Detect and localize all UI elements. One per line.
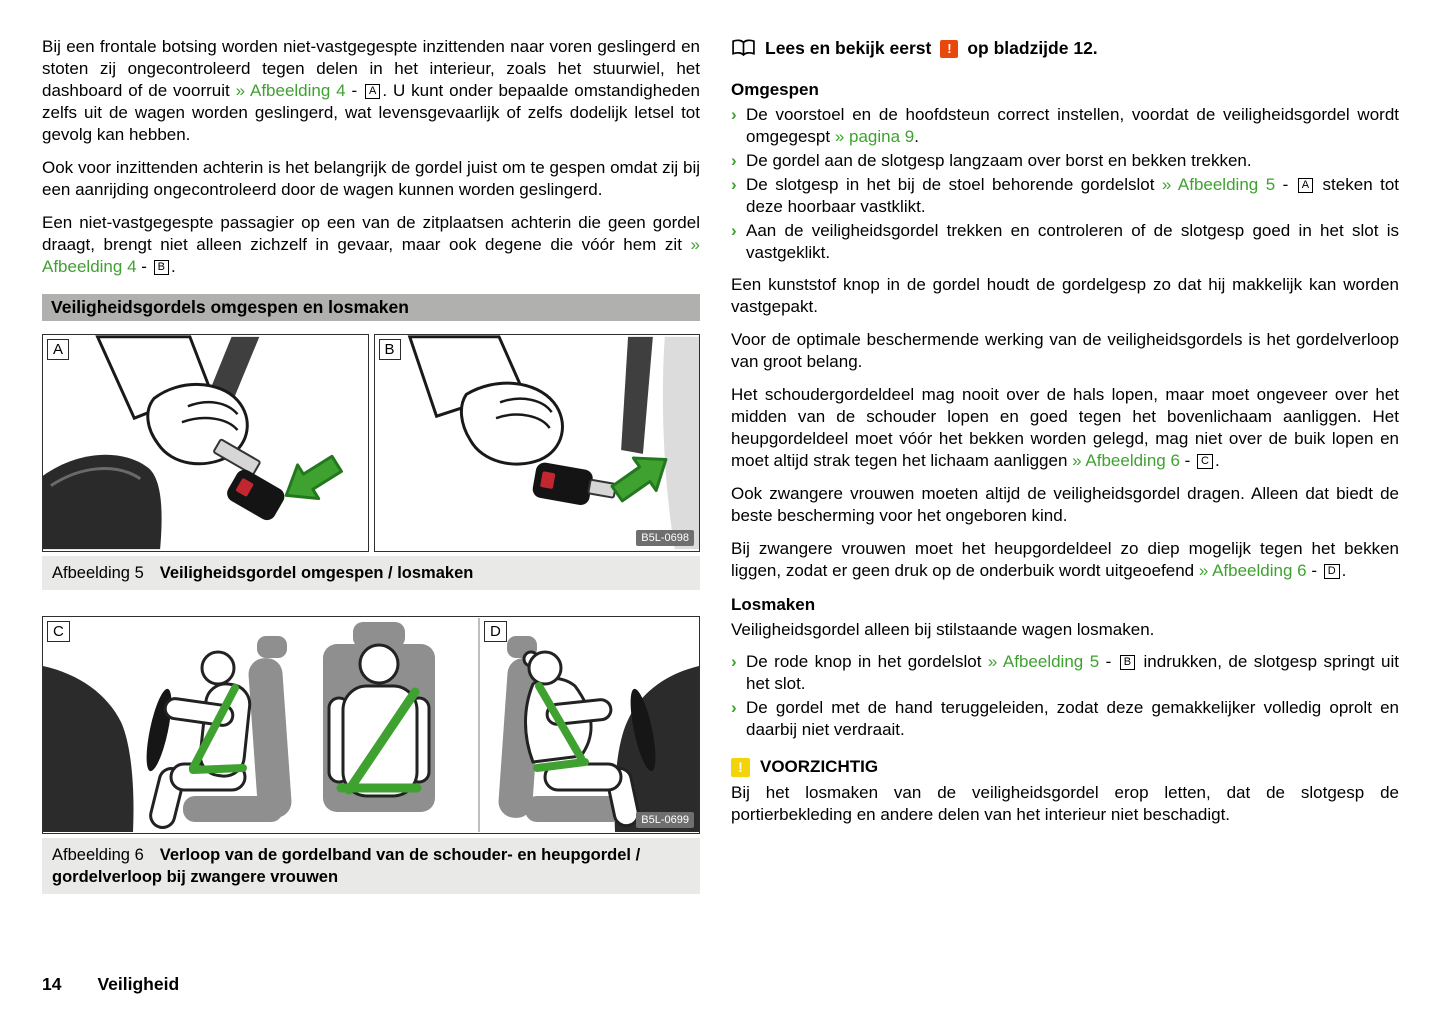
open-book-icon: [731, 39, 756, 58]
intro-paragraph-frontal: [42, 36, 705, 146]
list-item-text: [746, 220, 1404, 264]
text-segment: .: [1341, 561, 1347, 580]
caution-label: VOORZICHTIG: [760, 757, 879, 776]
paragraph-knop: [731, 274, 1404, 318]
figure-ref-box: B: [154, 260, 169, 275]
caption-title: Verloop van de gordelband van de schouder- en heupgordel / gordelverloop bij zwangere vrouwen: [52, 846, 641, 886]
buckle-insert-illustration: [43, 335, 368, 551]
cross-reference-link[interactable]: » Afbeelding 5: [987, 652, 1100, 671]
list-item: [731, 174, 1404, 218]
text-segment: -: [1099, 652, 1118, 671]
important-icon: !: [940, 40, 958, 58]
cross-reference-link[interactable]: » Afbeelding 4: [235, 81, 346, 100]
list-item: [731, 651, 1404, 695]
section-header: Veiligheidsgordels omgespen en losmaken: [42, 294, 700, 321]
text-segment: Een kunststof knop in de gordel houdt de gordelgesp zo dat hij makkelijk kan worden vastgepakt.: [731, 275, 1404, 316]
text-segment: Bij zwangere vrouwen moet het heupgordeldeel zo diep mogelijk tegen het bekken liggen, zodat er geen druk op de onderbuik wordt uitgeoefend: [731, 539, 1404, 580]
caption-title: Veiligheidsgordel omgespen / losmaken: [159, 564, 474, 582]
belt-routing-illustration: [43, 617, 699, 833]
paragraph-schoudergordel: [731, 384, 1404, 472]
intro-paragraph-rear: [42, 157, 705, 201]
text-segment: .: [1214, 451, 1220, 470]
text-segment: -: [1306, 561, 1322, 580]
list-item-text: [746, 697, 1404, 741]
page-footer: [42, 974, 179, 995]
text-segment: Ook zwangere vrouwen moeten altijd de veiligheidsgordel dragen. Alleen dat biedt de beste bescherming voor het ongeboren kind.: [731, 484, 1404, 525]
text-segment: -: [345, 81, 364, 100]
chapter-label: Veiligheid: [97, 974, 180, 994]
heading-omgespen: Omgespen: [731, 80, 819, 99]
text-segment: -: [1179, 451, 1196, 470]
paragraph-zwanger-1: [731, 483, 1404, 527]
caution-icon: !: [731, 758, 750, 777]
heading-losmaken: Losmaken: [731, 595, 816, 614]
bullet-chevron-icon: ›: [731, 652, 737, 671]
text-segment: .: [170, 257, 176, 276]
list-item: [731, 220, 1404, 264]
figure-5: [42, 334, 700, 590]
panel-label-b: B: [379, 339, 401, 360]
caption-prefix: Afbeelding 6: [52, 846, 144, 864]
figure-6: [42, 616, 700, 894]
text-segment: . U kunt onder bepaalde omstandigheden zelfs uit de wagen worden geslingerd, wat levensgevaarlijk of zelfs dodelijk letsel tot gevolg kan hebben.: [42, 81, 705, 144]
list-item-text: [746, 651, 1404, 695]
figure-5-panels: [42, 334, 700, 552]
list-item: [731, 150, 1399, 172]
intro-paragraph-passenger: [42, 212, 705, 278]
figure-5-caption: [42, 556, 700, 590]
paragraph-werking: [731, 329, 1404, 373]
text-segment: -: [1275, 175, 1296, 194]
caption-prefix: Afbeelding 5: [52, 564, 144, 582]
figure-ref-box: A: [1298, 178, 1313, 193]
text-segment: De slotgesp in het bij de stoel behorende gordelslot: [746, 175, 1162, 194]
figure-ref-box: C: [1197, 454, 1213, 469]
cross-reference-link[interactable]: » Afbeelding 5: [1161, 175, 1276, 194]
omgespen-list: [731, 104, 1404, 264]
read-first-note: [731, 38, 1399, 59]
read-first-text-post: op bladzijde 12.: [967, 38, 1098, 58]
list-item: [731, 697, 1404, 741]
figure-6-panels: [42, 616, 700, 834]
list-item-text: [746, 104, 1404, 148]
figure-ref-box: B: [1120, 655, 1135, 670]
figure-6-caption: [42, 838, 700, 894]
caution-text: [731, 782, 1404, 826]
cross-reference-link[interactable]: » Afbeelding 4: [42, 235, 704, 276]
bullet-chevron-icon: ›: [731, 221, 737, 240]
panel-label-c: C: [47, 621, 70, 642]
buckle-release-illustration: [375, 335, 700, 551]
paragraph-zwanger-2: [731, 538, 1404, 582]
bullet-chevron-icon: ›: [731, 698, 737, 717]
caution-header: [731, 757, 1399, 777]
text-segment: indrukken, de slotgesp springt uit het slot.: [746, 652, 1404, 693]
text-segment: steken tot deze hoorbaar vastklikt.: [746, 175, 1404, 216]
list-item: [731, 104, 1404, 148]
figure-5-panel-b: [374, 334, 701, 552]
text-segment: Ook voor inzittenden achterin is het belangrijk de gordel juist om te gespen omdat zij bij een aanrijding ongecontroleerd door de wagen kunnen worden geslingerd.: [42, 158, 705, 199]
list-item-text: [746, 150, 1399, 172]
panel-label-a: A: [47, 339, 69, 360]
text-segment: Bij een frontale botsing worden niet-vastgegespte inzittenden naar voren geslingerd en stoten zij ongecontroleerd tegen delen in het interieur, zoals het stuurwiel, het dashboard of de voorruit: [42, 37, 705, 100]
figure-6-panel: [42, 616, 700, 834]
text-segment: De gordel aan de slotgesp langzaam over borst en bekken trekken.: [746, 151, 1252, 170]
image-code-badge: B5L-0699: [636, 812, 694, 828]
losmaken-intro: [731, 619, 1399, 641]
list-item-text: [746, 174, 1404, 218]
text-segment: De gordel met de hand teruggeleiden, zodat deze gemakkelijker volledig oprolt en daarbij niet verdraait.: [746, 698, 1404, 739]
losmaken-list: [731, 651, 1404, 741]
figure-ref-box: D: [1324, 564, 1340, 579]
page-number: 14: [42, 974, 62, 994]
text-segment: Bij het losmaken van de veiligheidsgordel erop letten, dat de slotgesp de portierbekleding en andere delen van het interieur niet beschadigt.: [731, 783, 1404, 824]
figure-5-panel-a: [42, 334, 369, 552]
image-code-badge: B5L-0698: [636, 530, 694, 546]
figure-ref-box: A: [365, 84, 380, 99]
left-column: [42, 36, 705, 920]
text-segment: Voor de optimale beschermende werking van de veiligheidsgordels is het gordelverloop van groot belang.: [731, 330, 1404, 371]
text-segment: .: [914, 127, 919, 146]
bullet-chevron-icon: ›: [731, 175, 737, 194]
text-segment: De voorstoel en de hoofdsteun correct instellen, voordat de veiligheidsgordel wordt omgegespt: [746, 105, 1404, 146]
text-segment: Veiligheidsgordel alleen bij stilstaande wagen losmaken.: [731, 620, 1155, 639]
bullet-chevron-icon: ›: [731, 105, 737, 124]
read-first-text-pre: Lees en bekijk eerst: [765, 38, 932, 58]
text-segment: De rode knop in het gordelslot: [746, 652, 988, 671]
cross-reference-link[interactable]: » Afbeelding 6: [1072, 451, 1180, 470]
text-segment: Het schoudergordeldeel mag nooit over de hals lopen, maar moet ongeveer over het midden van de schouder lopen en goed tegen het bovenlichaam aanliggen. Het heupgordeldeel moet vóór het bekken worden gelegd, mag niet over de buik lopen en moet altijd strak tegen het lichaam aanliggen: [731, 385, 1404, 470]
bullet-chevron-icon: ›: [731, 151, 737, 170]
cross-reference-link[interactable]: » Afbeelding 6: [1198, 561, 1307, 580]
panel-label-d: D: [484, 621, 507, 642]
cross-reference-link[interactable]: » pagina 9: [834, 127, 915, 146]
text-segment: Een niet-vastgegespte passagier op een van de zitplaatsen achterin die geen gordel draagt, brengt niet alleen zichzelf in gevaar, maar ook degene die vóór hem zit: [42, 213, 705, 254]
right-column: [731, 36, 1404, 837]
text-segment: -: [136, 257, 152, 276]
text-segment: Aan de veiligheidsgordel trekken en controleren of de slotgesp goed in het slot is vastgeklikt.: [746, 221, 1404, 262]
